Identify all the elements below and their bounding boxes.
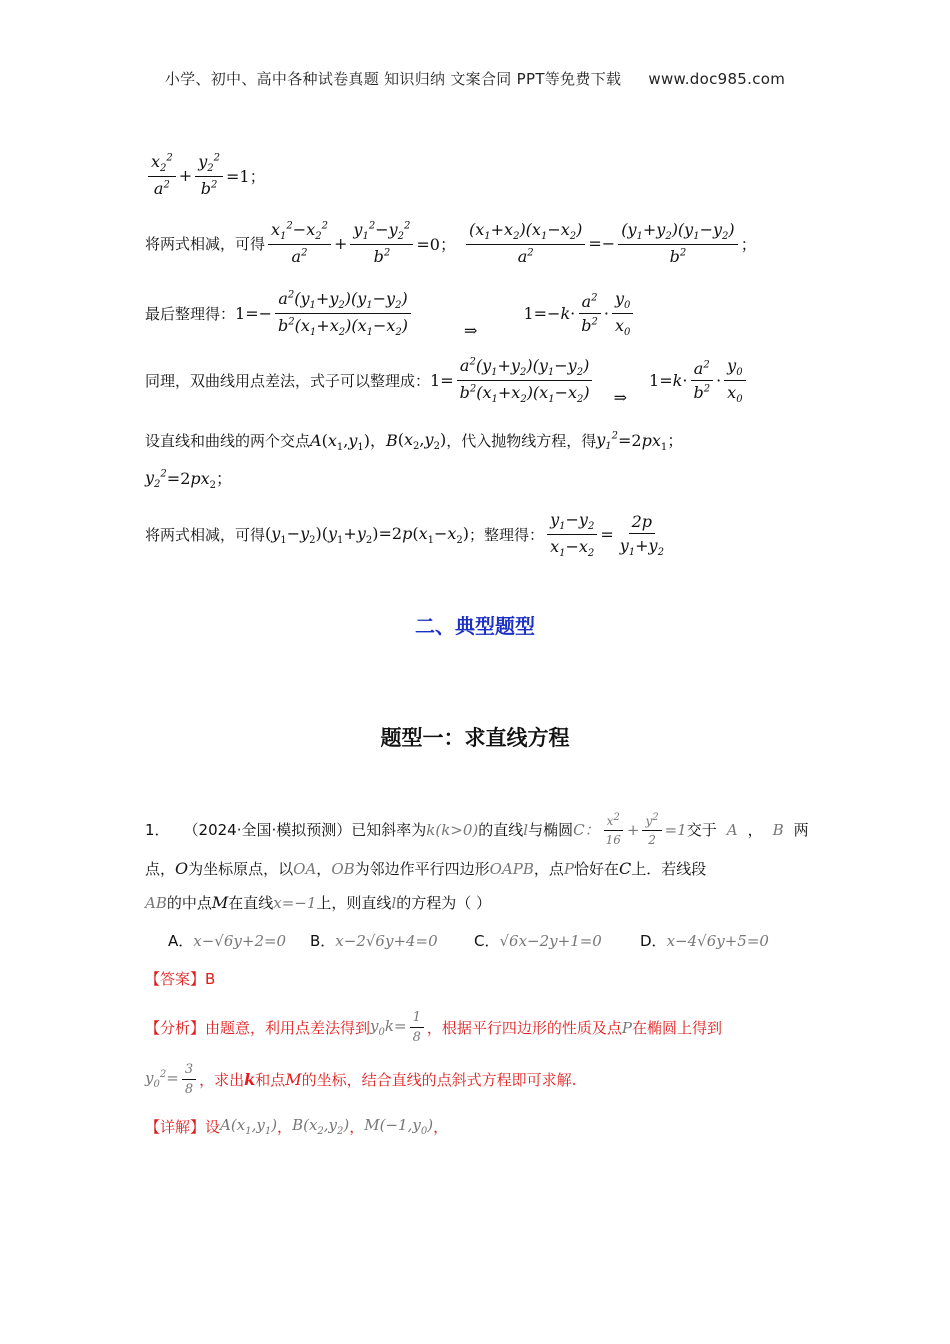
option-d[interactable]: D． x−4√6y+5=0 — [640, 931, 769, 950]
section-title: 二、典型题型 — [415, 614, 535, 638]
ellipse-equation-2: $\frac{x_2^2}{a^2}$ + $\frac{y_2^2}{b^2}$ =1； — [145, 152, 266, 198]
header-text: 小学、初中、高中各种试卷真题 知识归纳 文案合同 PPT等免费下载 — [164, 70, 622, 88]
parabola-subtract: 将两式相减，可得 $(y_1-y_2)(y_1+y_2)=2p(x_1-x_2)$ ；整理得： $\frac{y_1-y_2}{x_1-x_2}$ = $\frac{2p}{y_1+y_2}$ — [145, 510, 664, 560]
parabola-eq-2: $y_2^2$ $=2px_2$； — [145, 467, 233, 492]
detail-line: 【详解】 设 $A(x_1,y_1)$ ， $B(x_2,y_2)$ ， $M(-1,y_0)$ ， — [145, 1116, 449, 1137]
topic-title: 题型一：求直线方程 — [380, 726, 570, 750]
analysis-line-1: 【分析】 由题意，利用点差法得到 $y_0k=$ $\frac{1}{8}$ ，根据平行四边形的性质及点 P 在椭圆上得到 — [145, 1010, 722, 1045]
page-header — [0, 68, 950, 89]
parabola-intersection: 设直线和曲线的两个交点 A $(x_1,y_1)$， B $(x_2,y_2)$ ，代入抛物线方程，得 $y_1^2$ $=2px_1$； — [145, 429, 684, 454]
final-result: 最后整理得： 1=− $\frac{a^2(y_1+y_2)(y_1-y_2)}{b^2(x_1+x_2)(x_1-x_2)}$ ⇒ 1=−k· $\frac{a^2}{b^2}$ · $\frac{y_0}{x_0}$ — [145, 287, 636, 340]
hyperbola-result: 同理，双曲线用点差法，式子可以整理成： 1= $\frac{a^2(y_1+y_2)(y_1-y_2)}{b^2(x_1+x_2)(x_1-x_2)}$ ⇒ 1=k· $\frac{a^2}{b^2}$ · $\frac{y_0}{x_0}$ — [145, 354, 749, 407]
implies-arrow: ⇒ — [464, 321, 478, 340]
subtract-equations: 将两式相减，可得 $\frac{x_1^2-x_2^2}{a^2}$ + $\frac{y_1^2-y_2^2}{b^2}$ =0； $\frac{(x_1+x_2)(x_1-x_2)}{a^2}$ =− $\frac{(y_1+y_2)(y_1-y_2)}{b^2}$ ； — [145, 220, 757, 267]
question-line-2: 点， O 为坐标原点，以 OA ， OB 为邻边作平行四边形 OAPB ，点 P 恰好在 C 上．若线段 — [145, 859, 707, 878]
question-line-1: 1． （2024·全国·模拟预测）已知斜率为 k(k>0) 的直线 l 与椭圆 C： $\frac{x^2}{16}$ + $\frac{y^2}{2}$ =1 交于 A ， B 两 — [145, 812, 809, 847]
option-b[interactable]: B． x−2√6y+4=0 — [310, 931, 438, 950]
implies-arrow-2: ⇒ — [613, 388, 628, 407]
option-a[interactable]: A． x−√6y+2=0 — [168, 931, 287, 950]
answer: 【答案】 B — [145, 969, 216, 988]
analysis-line-2: $y_0^2=$ $\frac{3}{8}$ ，求出 k 和点 M 的坐标，结合直线的点斜式方程即可求解. — [145, 1062, 577, 1097]
option-c[interactable]: C． √6x−2y+1=0 — [474, 931, 602, 950]
question-line-3: AB 的中点 M 在直线 x=−1 上，则直线 l 的方程为（ ） — [145, 893, 492, 912]
header-site: www.doc985.com — [648, 70, 786, 88]
